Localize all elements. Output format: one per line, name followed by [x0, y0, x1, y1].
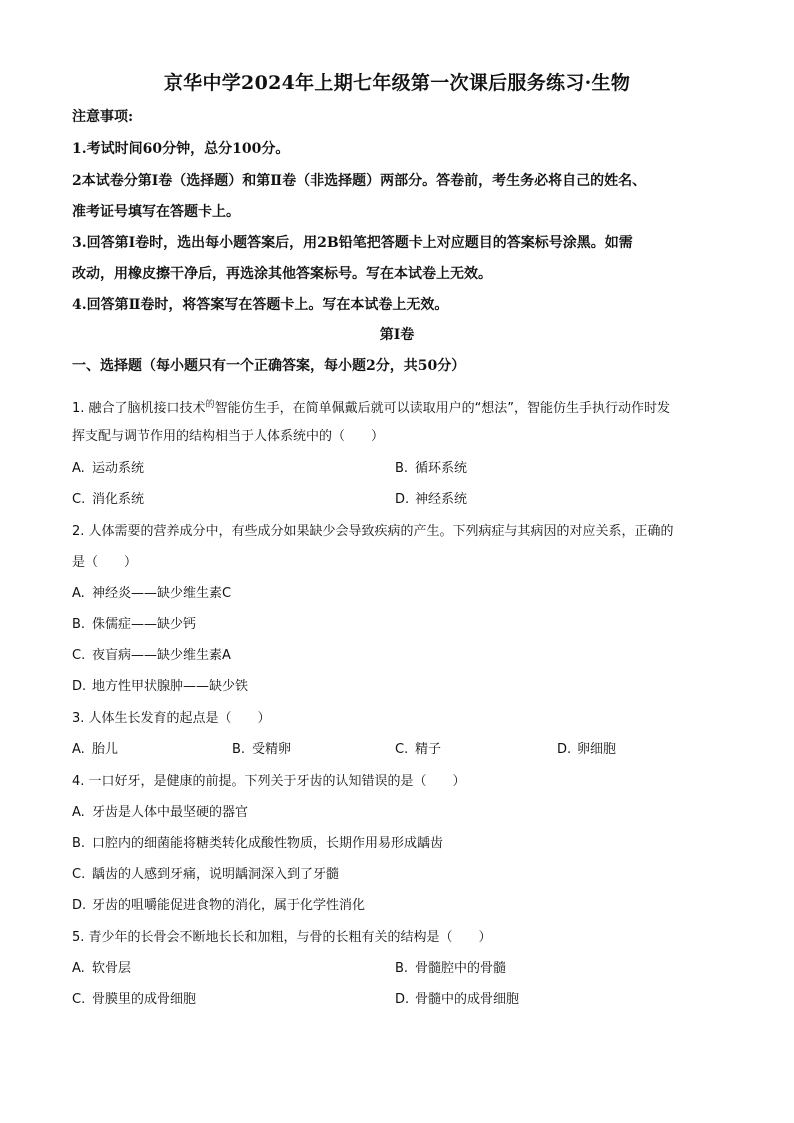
- question-4-stem: 4. 一口好牙，是健康的前提。下列关于牙齿的认知错误的是（ ）: [72, 774, 466, 789]
- question-5-option-a: [72, 953, 131, 984]
- option-key: D.: [72, 898, 87, 913]
- option-text: 骨髓腔中的骨髓: [415, 961, 507, 976]
- question-4-option-d: [72, 890, 365, 921]
- question-4-option-c: [72, 859, 339, 890]
- option-key: B.: [395, 461, 409, 476]
- option-text: 运动系统: [92, 461, 145, 476]
- note-4: 4.回答第Ⅱ卷时，将答案写在答题卡上。写在本试卷上无效。: [72, 297, 449, 313]
- option-text: 卵细胞: [577, 742, 617, 757]
- option-text: 神经系统: [415, 492, 468, 507]
- note-3-line-2: 改动，用橡皮擦干净后，再选涂其他答案标号。写在本试卷上无效。: [72, 266, 492, 282]
- question-1-option-d: [395, 484, 467, 515]
- question-1-option-a: [72, 453, 144, 484]
- section-heading: 一、选择题（每小题只有一个正确答案，每小题2分，共50分）: [72, 358, 466, 374]
- option-key: C.: [72, 648, 86, 663]
- question-3-option-b: [232, 734, 291, 765]
- option-key: A.: [72, 961, 85, 976]
- option-text: 循环系统: [415, 461, 468, 476]
- option-text: 牙齿是人体中最坚硬的器官: [92, 805, 249, 820]
- option-text: 龋齿的人感到牙痛，说明龋洞深入到了牙髓: [92, 867, 340, 882]
- question-1-stem-superscript: 的: [205, 400, 215, 410]
- option-key: C.: [395, 742, 409, 757]
- question-2-option-c: [72, 640, 231, 671]
- note-2-line-2: 准考证号填写在答题卡上。: [72, 204, 240, 220]
- question-5-option-c: [72, 984, 196, 1015]
- option-key: A.: [72, 461, 85, 476]
- option-text: 软骨层: [92, 961, 132, 976]
- question-4-option-b: [72, 828, 443, 859]
- option-key: C.: [72, 992, 86, 1007]
- question-3-option-a: [72, 734, 118, 765]
- note-1: 1.考试时间60分钟，总分100分。: [72, 141, 290, 157]
- option-text: 神经炎——缺少维生素C: [92, 586, 232, 601]
- option-text: 地方性甲状腺肿——缺少铁: [92, 679, 249, 694]
- option-key: D.: [557, 742, 572, 757]
- question-1-option-c: [72, 484, 144, 515]
- option-text: 骨髓中的成骨细胞: [415, 992, 520, 1007]
- question-1-stem-part-1: 1. 融合了脑机接口技术: [72, 401, 206, 416]
- question-5-stem: 5. 青少年的长骨会不断地长长和加粗，与骨的长粗有关的结构是（ ）: [72, 930, 492, 945]
- question-4-option-a: [72, 797, 248, 828]
- option-key: B.: [72, 836, 86, 851]
- question-2-option-b: [72, 609, 196, 640]
- question-1-stem-line-2: 挥支配与调节作用的结构相当于人体系统中的（ ）: [72, 429, 385, 444]
- note-2-line-1: 2本试卷分第Ⅰ卷（选择题）和第Ⅱ卷（非选择题）两部分。答卷前，考生务必将自己的姓名、: [72, 173, 647, 189]
- question-1-stem-line-1: [72, 390, 730, 424]
- question-3-option-c: [395, 734, 441, 765]
- note-3-line-1: 3.回答第Ⅰ卷时，选出每小题答案后，用2B铅笔把答题卡上对应题目的答案标号涂黑。如需: [72, 235, 633, 251]
- option-key: A.: [72, 805, 85, 820]
- option-key: B.: [395, 961, 409, 976]
- question-2-stem-line-1: 2. 人体需要的营养成分中，有些成分如果缺少会导致疾病的产生。下列病症与其病因的对应关系，正确的: [72, 524, 674, 539]
- option-key: A.: [72, 742, 85, 757]
- option-text: 胎儿: [92, 742, 119, 757]
- option-text: 精子: [415, 742, 442, 757]
- option-text: 消化系统: [92, 492, 145, 507]
- option-key: D.: [395, 492, 410, 507]
- option-key: C.: [72, 492, 86, 507]
- option-key: D.: [395, 992, 410, 1007]
- question-5-option-b: [395, 953, 506, 984]
- option-key: B.: [72, 617, 86, 632]
- question-2-option-d: [72, 671, 248, 702]
- question-3-stem: 3. 人体生长发育的起点是（ ）: [72, 711, 271, 726]
- option-key: D.: [72, 679, 87, 694]
- option-text: 骨膜里的成骨细胞: [92, 992, 197, 1007]
- question-1-option-b: [395, 453, 467, 484]
- option-text: 口腔内的细菌能将糖类转化成酸性物质，长期作用易形成龋齿: [92, 836, 444, 851]
- question-5-option-d: [395, 984, 519, 1015]
- exam-title: 京华中学2024年上期七年级第一次课后服务练习·生物: [163, 72, 631, 94]
- notes-heading: 注意事项:: [72, 109, 134, 125]
- question-2-stem-line-2: 是（ ）: [72, 555, 138, 570]
- option-key: C.: [72, 867, 86, 882]
- question-3-option-d: [557, 734, 616, 765]
- option-key: A.: [72, 586, 85, 601]
- option-text: 夜盲病——缺少维生素A: [92, 648, 231, 663]
- question-2-option-a: [72, 578, 231, 609]
- option-text: 受精卵: [252, 742, 292, 757]
- section-title: 第Ⅰ卷: [379, 327, 415, 343]
- question-1-stem-part-2: 智能仿生手，在简单佩戴后就可以读取用户的“想法”，智能仿生手执行动作时发: [214, 401, 671, 416]
- option-key: B.: [232, 742, 246, 757]
- option-text: 牙齿的咀嚼能促进食物的消化，属于化学性消化: [92, 898, 366, 913]
- option-text: 侏儒症——缺少钙: [92, 617, 197, 632]
